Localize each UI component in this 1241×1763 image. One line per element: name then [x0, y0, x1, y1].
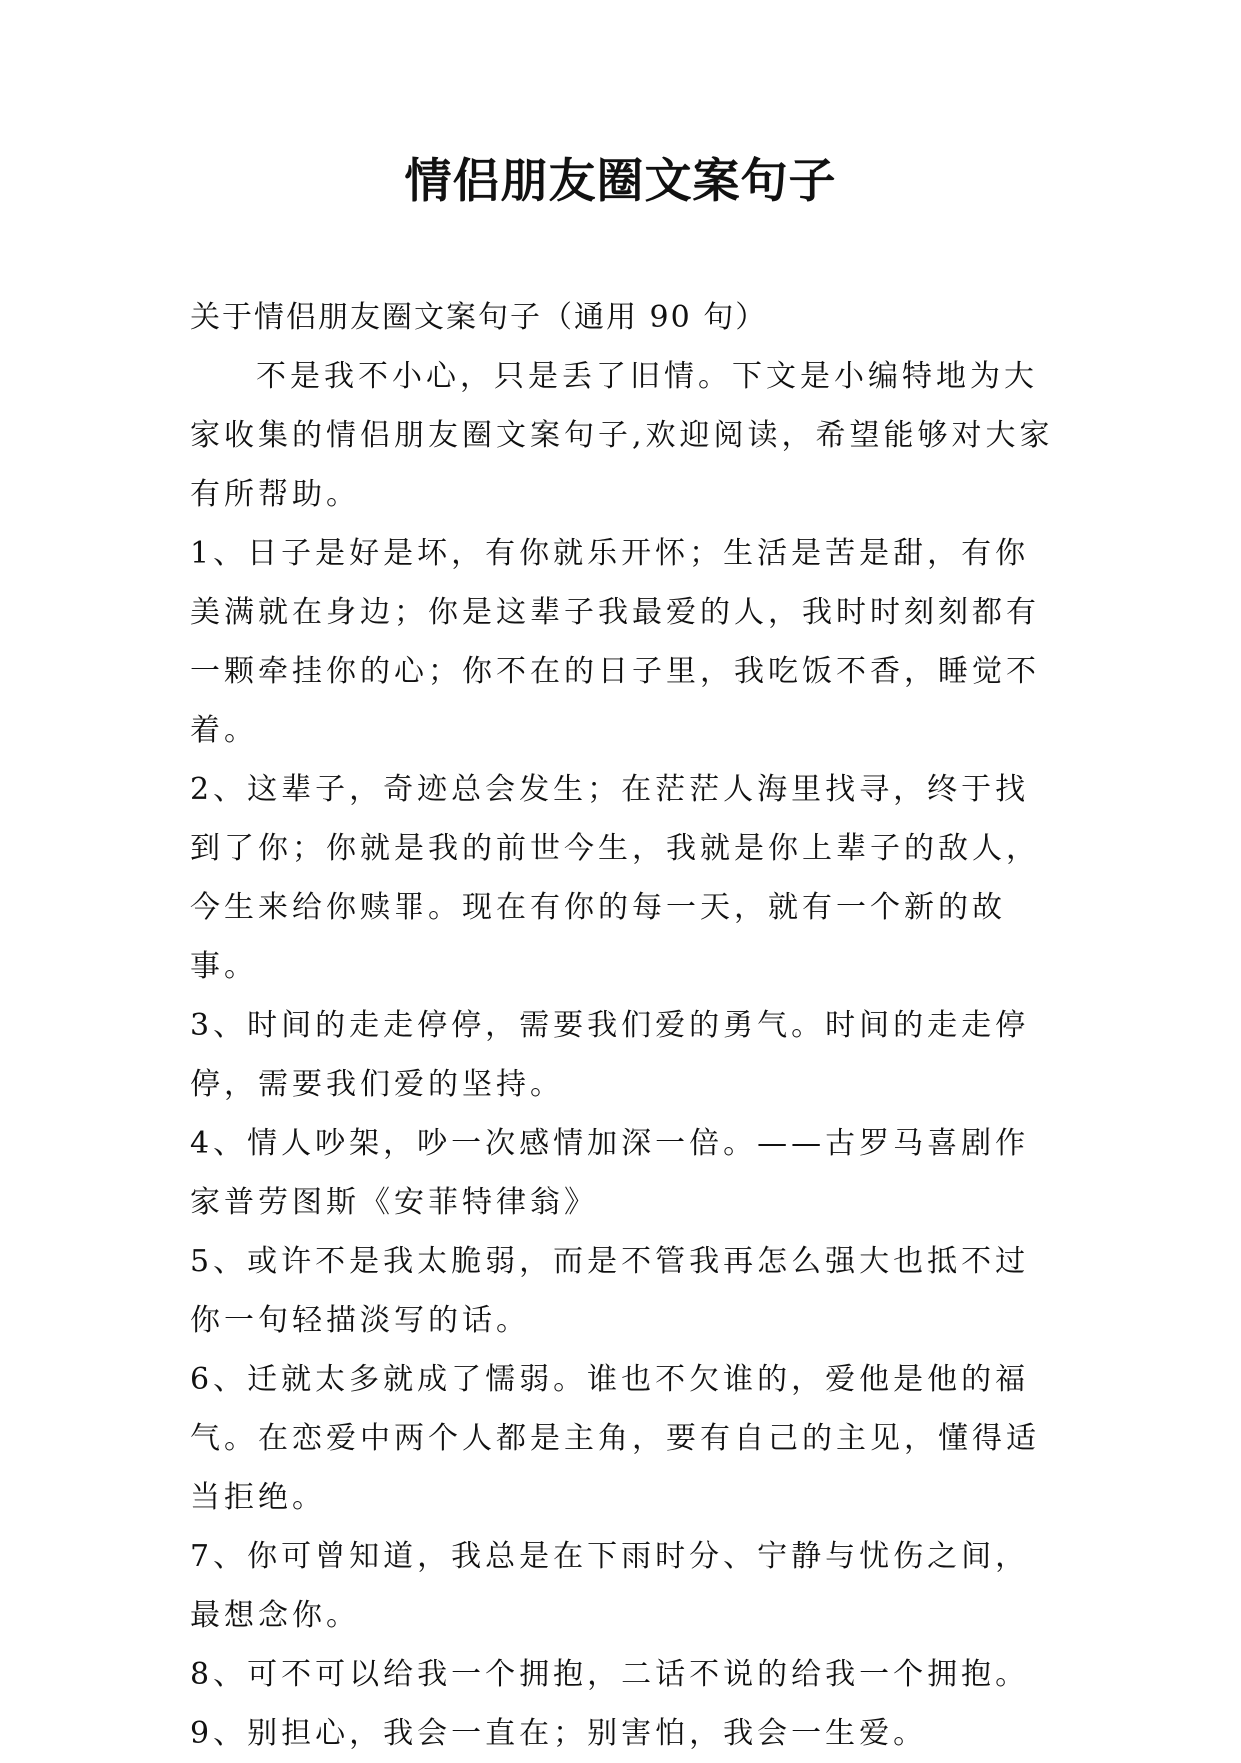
list-item: 1、日子是好是坏，有你就乐开怀；生活是苦是甜，有你美满就在身边；你是这辈子我最爱的人，我时时刻刻都有一颗牵挂你的心；你不在的日子里，我吃饭不香，睡觉不着。 — [190, 536, 1040, 748]
list-item: 9、别担心，我会一直在；别害怕，我会一生爱。 — [190, 1716, 928, 1751]
document-title: 情侣朋友圈文案句子 — [404, 154, 837, 209]
document-subtitle: 关于情侣朋友圈文案句子（通用 90 句） — [190, 300, 768, 335]
list-item: 8、可不可以给我一个拥抱，二话不说的给我一个拥抱。 — [190, 1657, 1030, 1692]
intro-paragraph: 不是我不小心，只是丢了旧情。下文是小编特地为大家收集的情侣朋友圈文案句子,欢迎阅读，希望能够对大家有所帮助。 — [190, 359, 1054, 512]
document-body — [190, 288, 1058, 1763]
list-item: 2、这辈子，奇迹总会发生；在茫茫人海里找寻，终于找到了你；你就是我的前世今生，我就是你上辈子的敌人，今生来给你赎罪。现在有你的每一天，就有一个新的故事。 — [190, 772, 1040, 984]
list-item: 6、迁就太多就成了懦弱。谁也不欠谁的，爱他是他的福气。在恋爱中两个人都是主角，要有自己的主见，懂得适当拒绝。 — [190, 1362, 1040, 1515]
list-item: 4、情人吵架，吵一次感情加深一倍。——古罗马喜剧作家普劳图斯《安菲特律翁》 — [190, 1126, 1030, 1220]
list-item: 3、时间的走走停停，需要我们爱的勇气。时间的走走停停，需要我们爱的坚持。 — [190, 1008, 1030, 1102]
list-item: 5、或许不是我太脆弱，而是不管我再怎么强大也抵不过你一句轻描淡写的话。 — [190, 1244, 1030, 1338]
list-item: 7、你可曾知道，我总是在下雨时分、宁静与忧伤之间，最想念你。 — [190, 1539, 1030, 1633]
